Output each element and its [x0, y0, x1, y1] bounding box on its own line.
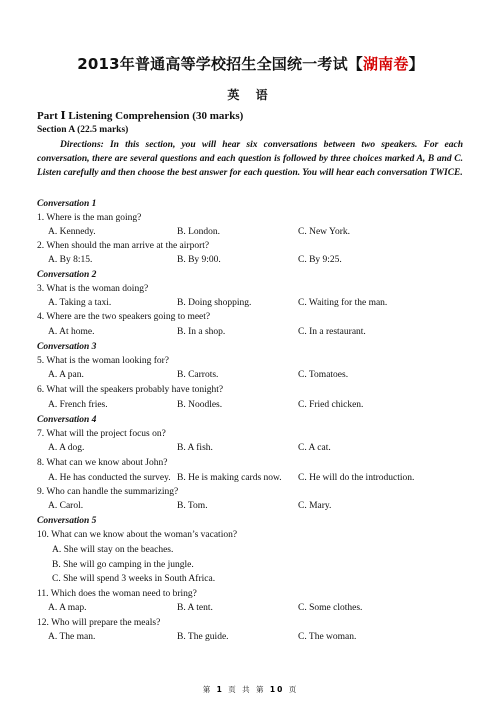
title-bracket: 】 — [408, 55, 424, 73]
option-b: B. Noodles. — [177, 400, 223, 410]
option-c: C. Waiting for the man. — [298, 298, 388, 308]
option-c: C. Mary. — [298, 501, 332, 511]
footer-mid: 页 共 第 — [228, 685, 266, 694]
option-b: B. She will go camping in the jungle. — [52, 560, 194, 570]
part-heading: Part Ⅰ Listening Comprehension (30 marks) — [37, 110, 244, 122]
option-a: A. Taking a taxi. — [48, 298, 112, 308]
question-text: 5. What is the woman looking for? — [37, 356, 170, 366]
question-text: 12. Who will prepare the meals? — [37, 618, 161, 628]
option-c: C. Some clothes. — [298, 603, 363, 613]
option-a: A. A dog. — [48, 443, 85, 453]
option-c: C. In a restaurant. — [298, 327, 366, 337]
option-c: C. He will do the introduction. — [298, 473, 415, 483]
section-heading: Section A (22.5 marks) — [37, 125, 129, 135]
question-text: 11. Which does the woman need to bring? — [37, 589, 197, 599]
question-text: 7. What will the project focus on? — [37, 429, 166, 439]
option-a: A. She will stay on the beaches. — [52, 545, 174, 555]
option-a: A. He has conducted the survey. — [48, 473, 171, 483]
option-b: B. Carrots. — [177, 370, 219, 380]
question-text: 9. Who can handle the summarizing? — [37, 487, 179, 497]
question-text: 1. Where is the man going? — [37, 213, 142, 223]
option-b: B. A fish. — [177, 443, 213, 453]
directions-text: Directions: In this section, you will hear six conversations between two speakers. For each conversation, there are several questions and each question is followed by three choices marked A, B and C. Listen carefully and then choose the best answer for each question. You will hear each conversation TWICE. — [37, 140, 463, 178]
exam-title — [0, 53, 501, 74]
option-a: A. Carol. — [48, 501, 84, 511]
subject-heading: 英 语 — [227, 88, 274, 102]
question-text: 10. What can we know about the woman’s vacation? — [37, 530, 238, 540]
conversation-label: Conversation 5 — [37, 516, 97, 526]
title-province: 湖南卷 — [362, 55, 409, 73]
option-c: C. Tomatoes. — [298, 370, 349, 380]
option-a: A. By 8:15. — [48, 255, 93, 265]
option-a: A. A map. — [48, 603, 87, 613]
option-b: B. He is making cards now. — [177, 473, 282, 483]
option-c: C. By 9:25. — [298, 255, 342, 265]
option-a: A. Kennedy. — [48, 227, 96, 237]
question-text: 8. What can we know about John? — [37, 458, 168, 468]
footer-page-number: 1 — [216, 685, 224, 694]
option-a: A. French fries. — [48, 400, 108, 410]
option-c: C. Fried chicken. — [298, 400, 364, 410]
conversation-label: Conversation 3 — [37, 342, 97, 352]
footer-pre: 第 — [202, 685, 213, 694]
option-a: A. At home. — [48, 327, 95, 337]
option-c: C. She will spend 3 weeks in South Africa. — [52, 574, 216, 584]
footer-post: 页 — [288, 685, 299, 694]
option-b: B. The guide. — [177, 632, 229, 642]
question-text: 6. What will the speakers probably have tonight? — [37, 385, 224, 395]
question-text: 4. Where are the two speakers going to meet? — [37, 312, 211, 322]
option-b: B. Doing shopping. — [177, 298, 252, 308]
option-b: B. In a shop. — [177, 327, 226, 337]
option-b: B. London. — [177, 227, 221, 237]
option-a: A. The man. — [48, 632, 96, 642]
conversation-label: Conversation 1 — [37, 199, 97, 209]
question-text: 3. What is the woman doing? — [37, 284, 149, 294]
option-b: B. A tent. — [177, 603, 213, 613]
page-footer — [0, 684, 501, 695]
option-b: B. Tom. — [177, 501, 208, 511]
title-main: 2013年普通高等学校招生全国统一考试【 — [77, 55, 363, 73]
conversation-label: Conversation 2 — [37, 270, 97, 280]
option-a: A. A pan. — [48, 370, 84, 380]
footer-total-pages: 10 — [269, 685, 285, 694]
option-c: C. New York. — [298, 227, 350, 237]
conversation-label: Conversation 4 — [37, 415, 97, 425]
question-text: 2. When should the man arrive at the airport? — [37, 241, 210, 251]
option-c: C. The woman. — [298, 632, 357, 642]
option-b: B. By 9:00. — [177, 255, 221, 265]
option-c: C. A cat. — [298, 443, 331, 453]
